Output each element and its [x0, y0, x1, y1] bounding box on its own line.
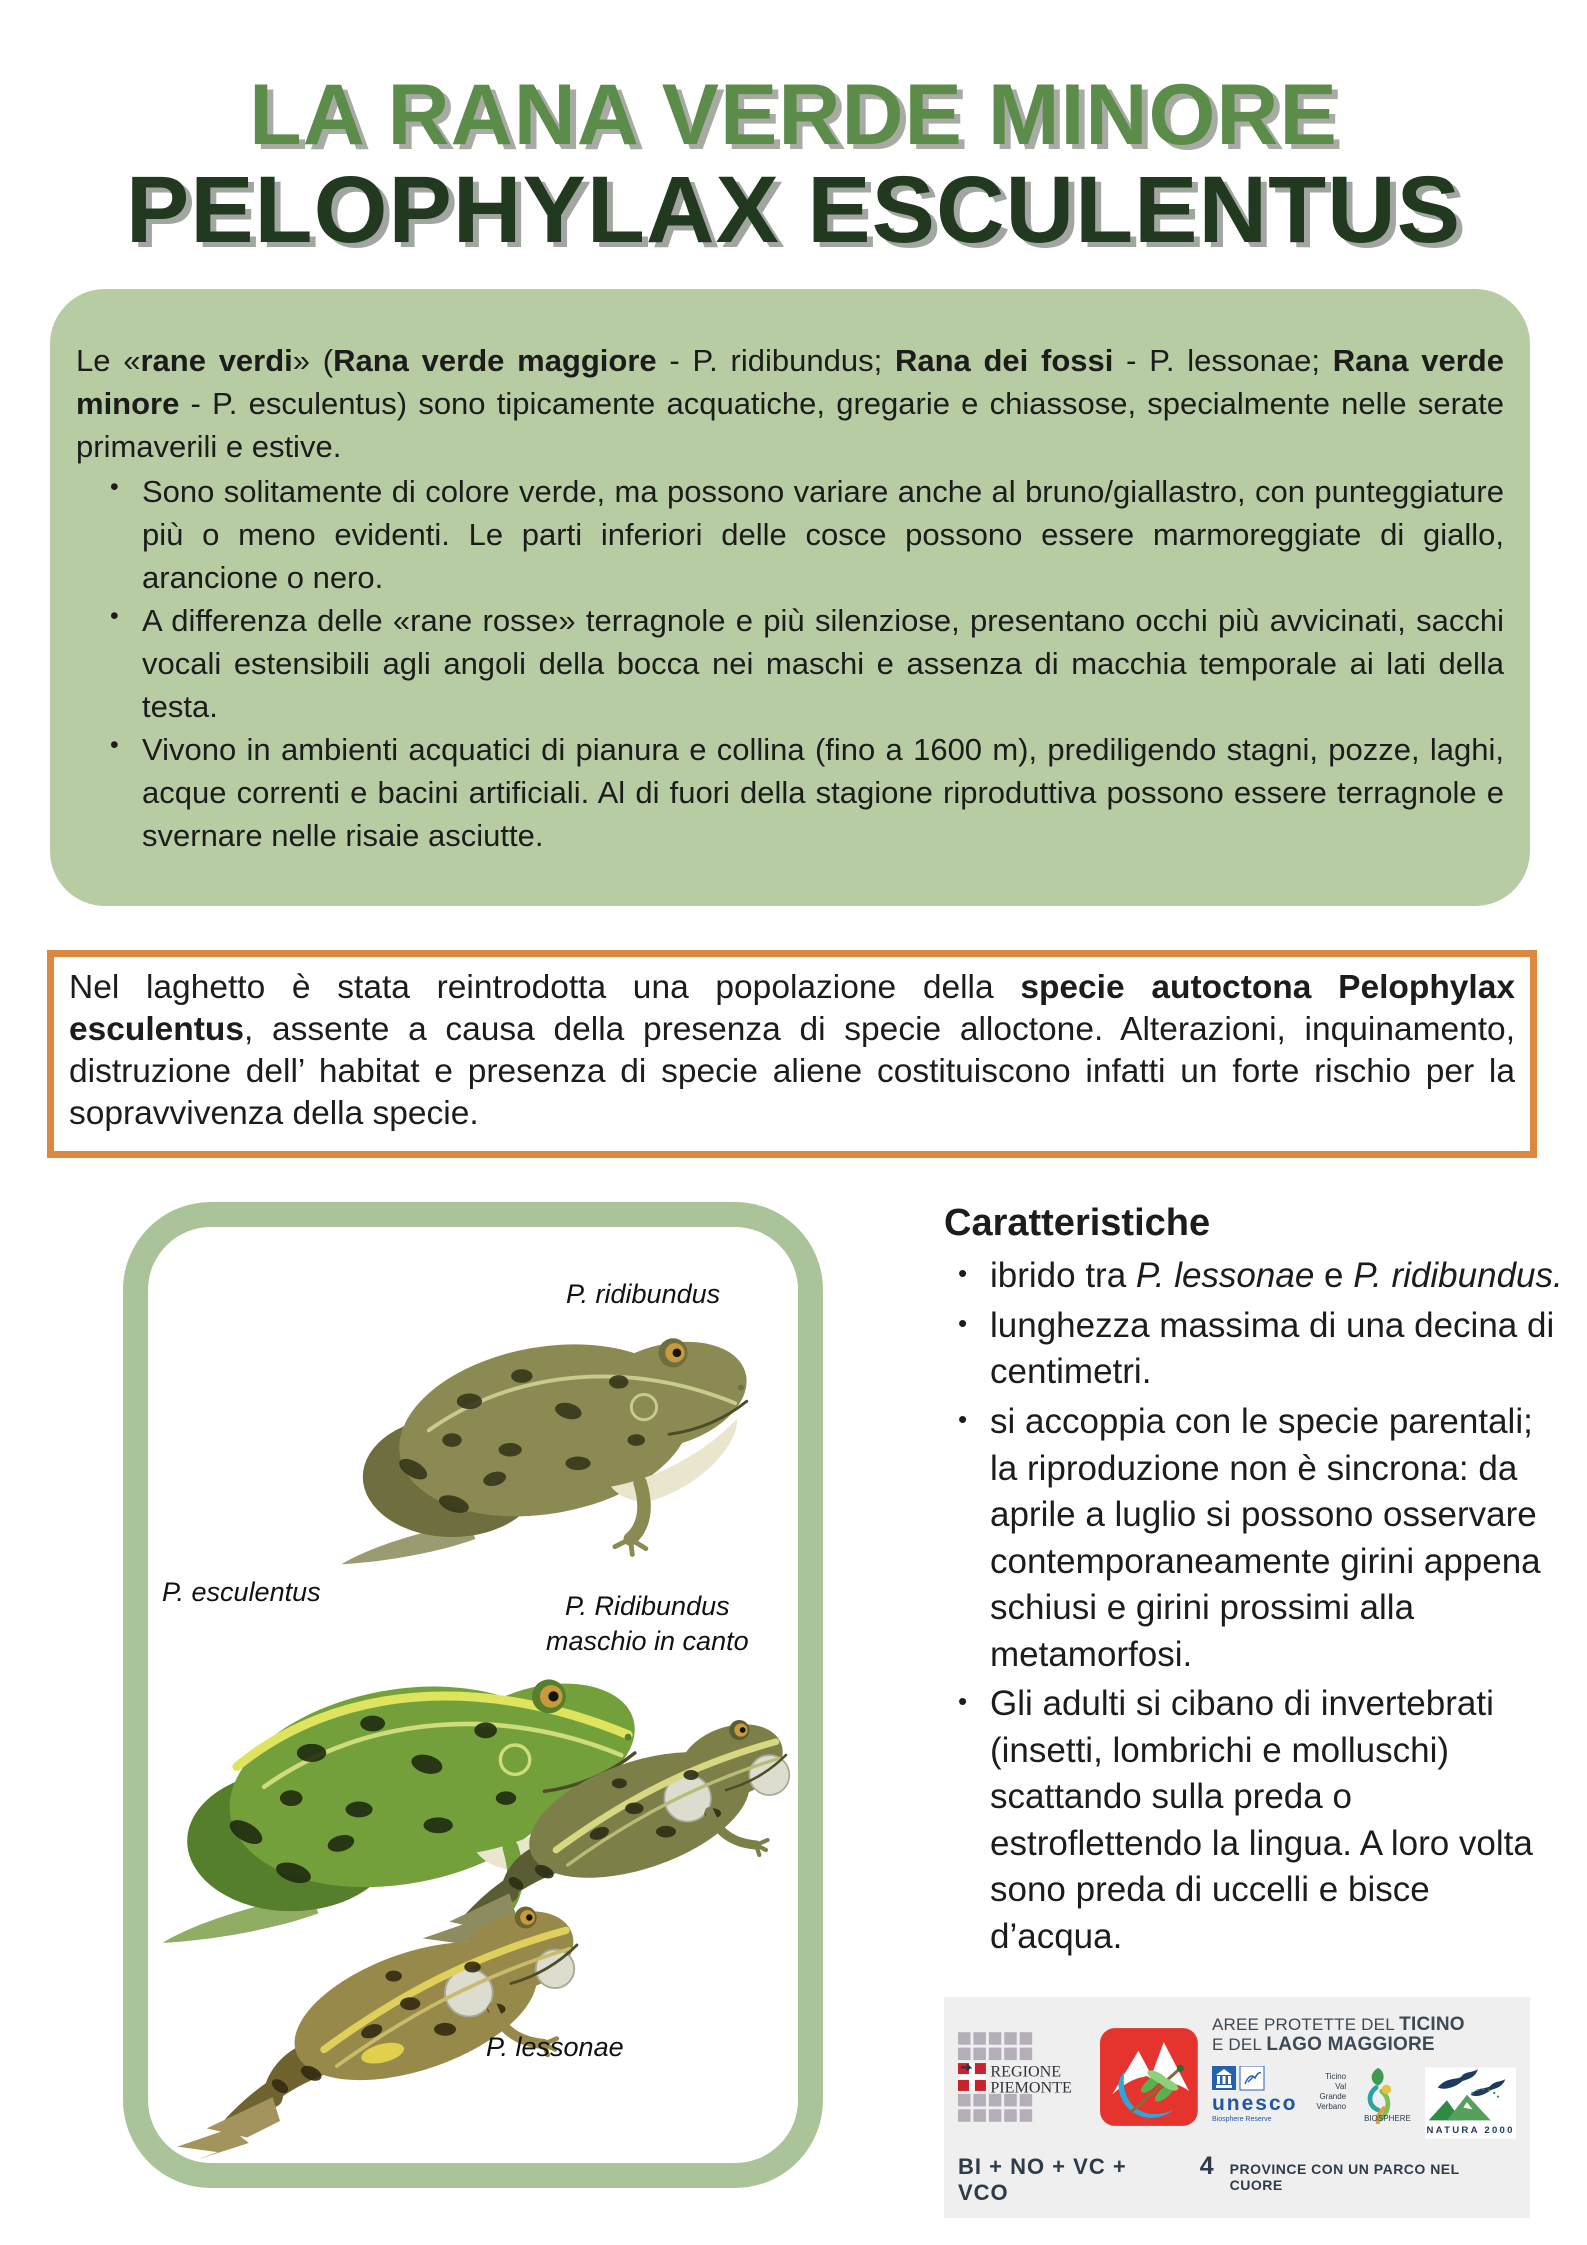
characteristics-list: [944, 1253, 1566, 1960]
provinces-slogan: PROVINCE CON UN PARCO NEL CUORE: [1229, 2160, 1460, 2193]
regione-piemonte-logo: [958, 2027, 1090, 2127]
biosphere-name-valgrande: Val Grande: [1319, 2081, 1347, 2101]
intro-paragraph: Le «rane verdi» (Rana verde maggiore - P. ridibundus; Rana dei fossi - P. lessonae; Rana verde minore - P. esculentus) sono tipicamente acquatiche, gregarie e chiassose, specialmente nelle serate primaverili e estive.: [76, 342, 1504, 464]
unesco-logo: [1212, 2066, 1298, 2123]
biosphere-name-ticino: Ticino: [1325, 2071, 1347, 2081]
logo-strip: [944, 1997, 1530, 2218]
figure-label-esculentus: P. esculentus: [162, 1577, 321, 1608]
parco-title-t1: AREE PROTETTE DEL: [1211, 2014, 1395, 2034]
regione-text-line2: PIEMONTE: [990, 2079, 1072, 2097]
regione-text-line1: REGIONE: [990, 2063, 1062, 2081]
poster-title-line1: LA RANA VERDE MINORE: [249, 67, 1338, 163]
intro-bullet-3: • Vivono in ambienti acquatici di pianura e collina (fino a 1600 m), prediligendo stagni, pozze, laghi, acque correnti e bacini artificiali. Al di fuori della stagione riproduttiva possono essere terragnole e svernare nelle risaie asciutte.: [142, 728, 1504, 857]
unesco-wordmark: unesco: [1211, 2091, 1298, 2115]
intro-bullet-1: • Sono solitamente di colore verde, ma possono variare anche al bruno/giallastro, con punteggiature più o meno evidenti. Le parti inferiori delle cosce possono essere marmoreggiate di giallo, arancione o nero.: [142, 470, 1504, 599]
figure-label-ridibundus-canto: [546, 1589, 749, 1659]
natura-2000-text: NATURA 2000: [1426, 2124, 1515, 2136]
characteristic-1: • ibrido tra P. lessonae e P. ridibundus.: [990, 1253, 1566, 1300]
highlight-box: [47, 950, 1537, 1159]
provinces-number: 4: [1199, 2151, 1214, 2180]
characteristics-column: [944, 1202, 1566, 2217]
highlight-text: Nel laghetto è stata reintrodotta una popolazione della specie autoctona Pelophylax esculentus, assente a causa della presenza di specie alloctone. Alterazioni, inquinamento, distruzione dell’ habitat e presenza di specie aliene costituiscono infatti un forte rischio per la sopravvivenza della specie.: [69, 968, 1515, 1133]
lower-content-row: [0, 1202, 1587, 2217]
biosphere-name-verbano: Verbano: [1316, 2101, 1347, 2111]
parco-right-block: [1212, 2015, 1516, 2140]
frog-illustration-panel: [123, 1202, 823, 2188]
intro-bullet-2: • A differenza delle «rane rosse» terragnole e più silenziose, presentano occhi più avvicinati, sacchi vocali estensibili agli angoli della bocca nei maschi e assenza di macchia temporale ai lati della testa.: [142, 599, 1504, 728]
unesco-subtitle: Biosphere Reserve: [1211, 2115, 1272, 2123]
characteristic-3: • si accoppia con le specie parentali; la riproduzione non è sincrona: da aprile a luglio si possono osservare contemporaneamente girini appena schiusi e girini prossimi alla metamorfosi.: [990, 1399, 1566, 1678]
frog-ridibundus-illustration: [324, 1283, 770, 1574]
provinces-caption: [958, 2152, 1516, 2206]
characteristic-2: • lunghezza massima di una decina di centimetri.: [990, 1303, 1566, 1396]
mini-logos-row: [1212, 2066, 1516, 2140]
frog-lessonae-illustration: [170, 1857, 610, 2160]
figure-label-lessonae: P. lessonae: [486, 2032, 624, 2063]
intro-box: [50, 289, 1530, 906]
biosphere-tag: BIOSPHERE: [1364, 2113, 1411, 2123]
parco-ticino-logo-icon: [1100, 2023, 1198, 2131]
poster-title-line2: PELOPHYLAX ESCULENTUS: [125, 156, 1462, 263]
intro-bullet-list: [76, 470, 1504, 858]
provinces-codes: BI + NO + VC + VCO: [958, 2153, 1127, 2205]
figure-label-canto-line1: P. Ridibundus: [564, 1591, 730, 1622]
unesco-temple-icon: [1212, 2066, 1266, 2091]
biosphere-names: [1312, 2072, 1347, 2112]
poster-header: [0, 0, 1587, 263]
figure-label-ridibundus: P. ridibundus: [566, 1279, 721, 1310]
parco-title-t1b: TICINO: [1399, 2013, 1465, 2035]
biosphere-logo: [1312, 2066, 1411, 2123]
characteristics-heading: Caratteristiche: [944, 1202, 1211, 1245]
characteristic-4: • Gli adulti si cibano di invertebrati (insetti, lombrichi e molluschi) scattando sulla preda o estroflettendo la lingua. A loro volta sono preda di uccelli e bisce d’acqua.: [990, 1681, 1566, 1960]
parco-title-t2: E DEL: [1211, 2035, 1262, 2055]
parco-title-t2b: LAGO MAGGIORE: [1266, 2034, 1435, 2056]
logo-row: [958, 2015, 1516, 2140]
natura-2000-logo: [1425, 2066, 1516, 2140]
parco-title: [1212, 2015, 1516, 2056]
figure-label-canto-line2: maschio in canto: [546, 1626, 749, 1657]
